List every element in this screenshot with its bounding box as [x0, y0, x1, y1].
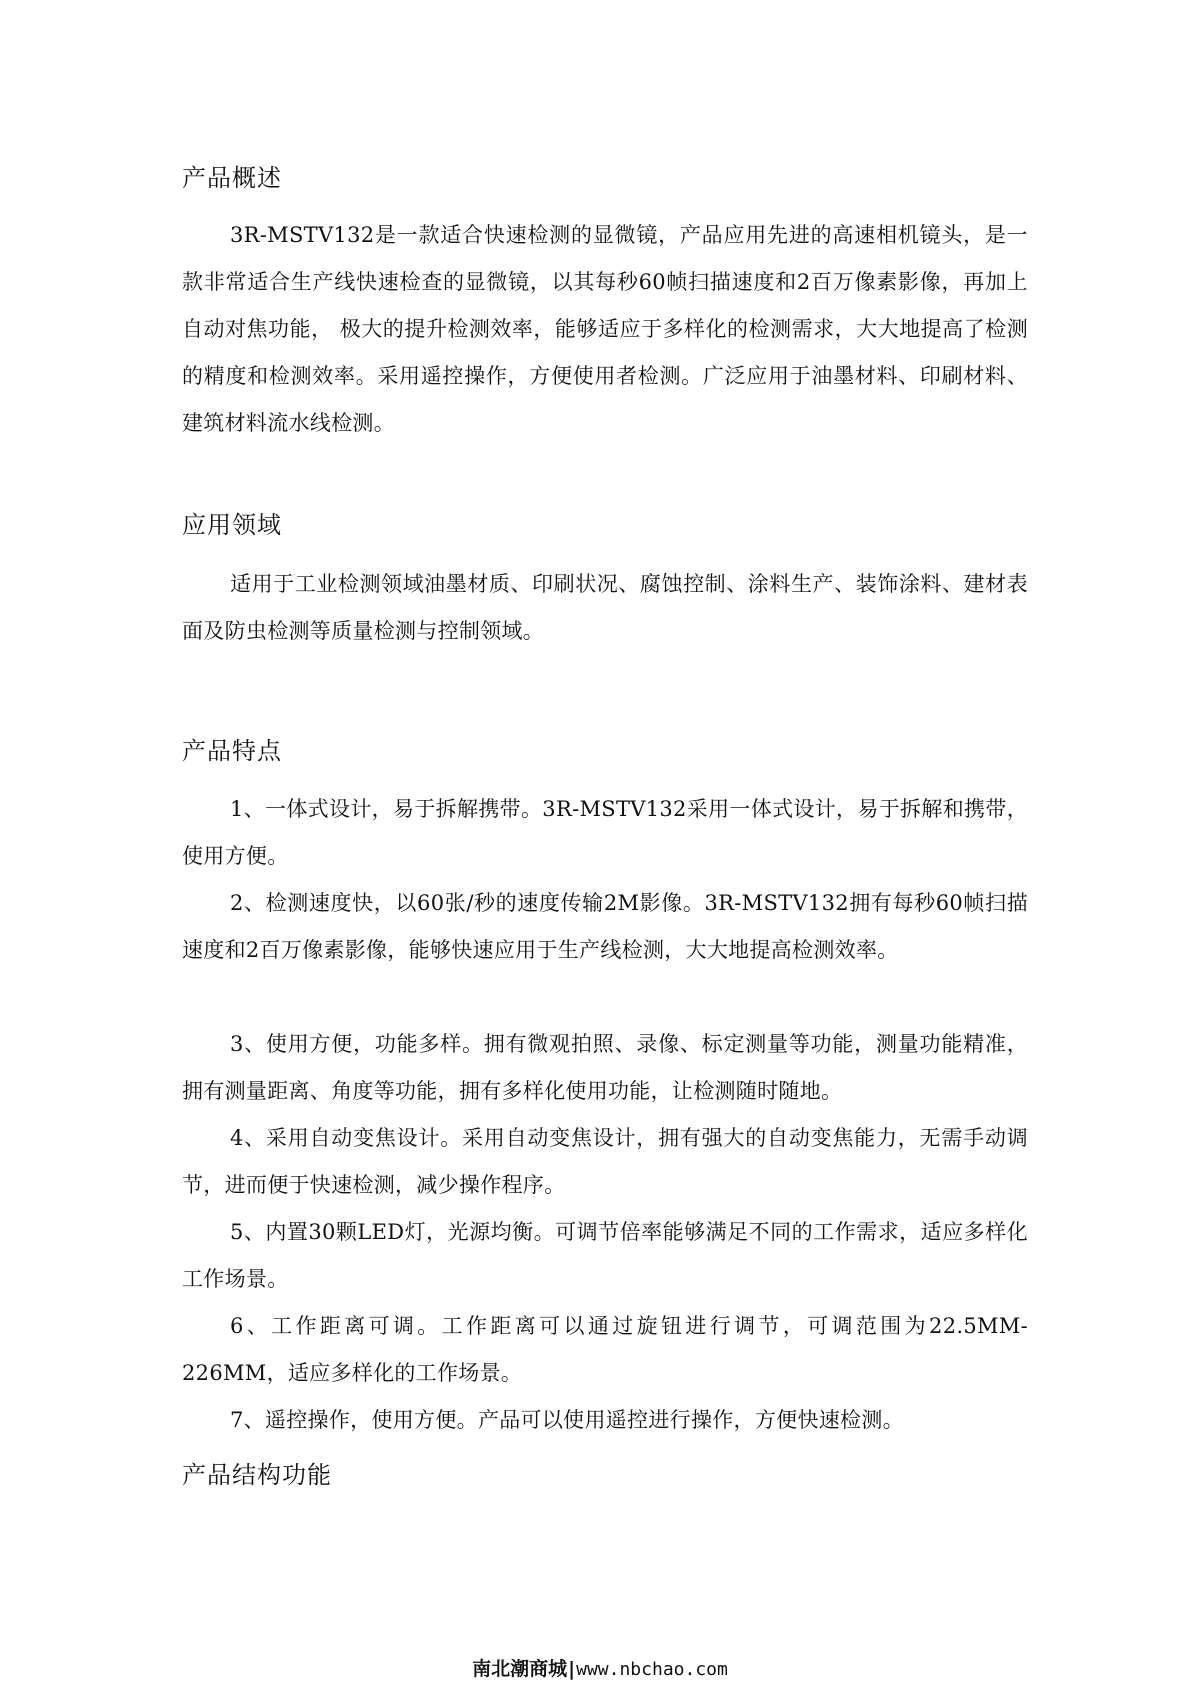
footer-brand: 南北潮商城 [472, 1658, 568, 1680]
page-footer [0, 1657, 1200, 1682]
overview-heading: 产品概述 [182, 164, 282, 192]
footer-url-link[interactable]: www.nbchao.com [576, 1659, 728, 1680]
feature-item-1: 1、一体式设计，易于拆解携带。3R-MSTV132采用一体式设计，易于拆解和携带，使用方便。 [182, 797, 1028, 868]
feature-item-7: 7、遥控操作，使用方便。产品可以使用遥控进行操作，方便快速检测。 [230, 1408, 904, 1432]
feature-item-2: 2、检测速度快，以60张/秒的速度传输2M影像。3R-MSTV132拥有每秒60帧扫描速度和2百万像素影像，能够快速应用于生产线检测，大大地提高检测效率。 [182, 891, 1028, 962]
application-paragraph: 适用于工业检测领域油墨材质、印刷状况、腐蚀控制、涂料生产、装饰涂料、建材表面及防虫检测等质量检测与控制领域。 [182, 572, 1028, 643]
feature-item-4: 4、采用自动变焦设计。采用自动变焦设计，拥有强大的自动变焦能力，无需手动调节，进而便于快速检测，减少操作程序。 [182, 1126, 1028, 1197]
structure-heading: 产品结构功能 [182, 1461, 332, 1489]
feature-item-5: 5、内置30颗LED灯，光源均衡。可调节倍率能够满足不同的工作需求，适应多样化工作场景。 [182, 1220, 1028, 1291]
overview-paragraph: 3R-MSTV132是一款适合快速检测的显微镜，产品应用先进的高速相机镜头，是一款非常适合生产线快速检查的显微镜，以其每秒60帧扫描速度和2百万像素影像，再加上自动对焦功能， 极大的提升检测效率，能够适应于多样化的检测需求，大大地提高了检测的精度和检测效率。采用遥控操作，方便使用者检测。广泛应用于油墨材料、印刷材料、建筑材料流水线检测。 [182, 223, 1028, 435]
application-heading: 应用领域 [182, 511, 282, 539]
feature-item-3: 3、使用方便，功能多样。拥有微观拍照、录像、标定测量等功能，测量功能精准，拥有测量距离、角度等功能，拥有多样化使用功能，让检测随时随地。 [182, 1032, 1028, 1103]
footer-separator: | [568, 1658, 576, 1680]
feature-item-6: 6、工作距离可调。工作距离可以通过旋钮进行调节，可调范围为22.5MM-226MM，适应多样化的工作场景。 [182, 1314, 1028, 1385]
features-heading: 产品特点 [182, 737, 282, 765]
